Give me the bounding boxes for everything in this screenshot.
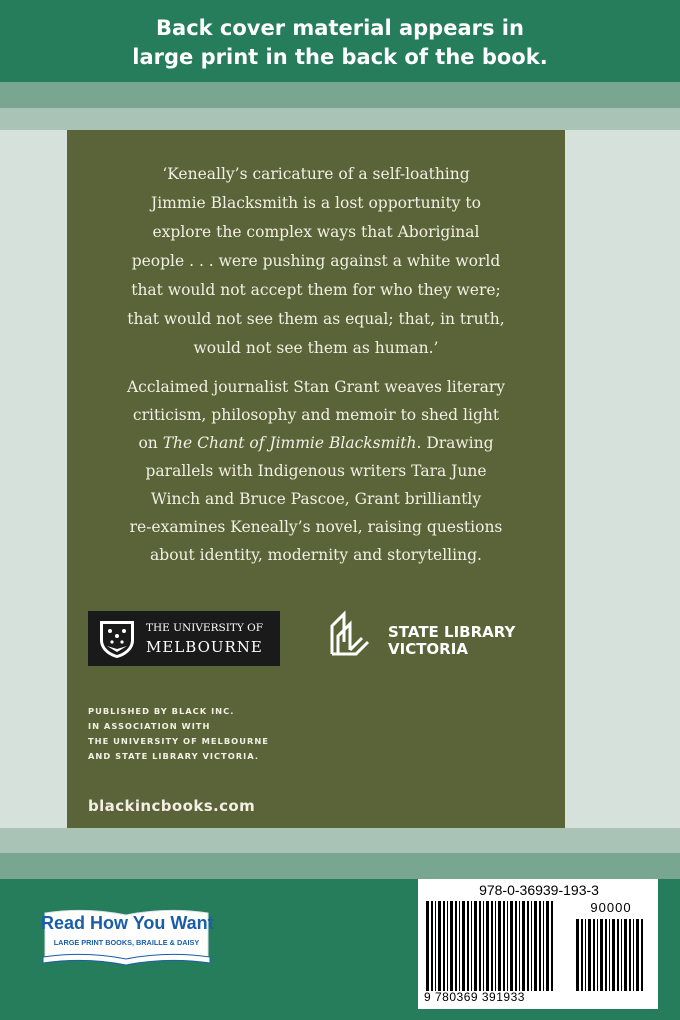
quote-line: would not see them as human.’ bbox=[193, 339, 439, 357]
pull-quote bbox=[67, 160, 565, 363]
price-barcode-bars bbox=[576, 919, 646, 991]
isbn-barcode bbox=[418, 879, 658, 1009]
blurb-text: . Drawing bbox=[416, 434, 494, 452]
publisher-line: PUBLISHED BY BLACK INC. bbox=[88, 706, 235, 716]
barcode-bars bbox=[426, 901, 554, 991]
publisher-website: blackincbooks.com bbox=[88, 797, 256, 815]
header-band bbox=[0, 0, 680, 82]
read-how-you-want-logo bbox=[41, 907, 212, 969]
publisher-credit bbox=[88, 704, 269, 764]
publisher-line: THE UNIVERSITY OF MELBOURNE bbox=[88, 736, 269, 746]
blurb-line: Acclaimed journalist Stan Grant weaves literary bbox=[126, 378, 505, 396]
stripe-divider bbox=[0, 828, 680, 853]
book-blurb bbox=[67, 373, 565, 569]
ean-number: 9 780369 391933 bbox=[424, 990, 525, 1004]
stripe-divider bbox=[0, 108, 680, 130]
quote-line: that would not see them as equal; that, in truth, bbox=[127, 310, 505, 328]
blurb-line: re-examines Keneally’s novel, raising questions bbox=[129, 518, 503, 536]
quote-line: explore the complex ways that Aboriginal bbox=[152, 223, 480, 241]
university-of-melbourne-logo bbox=[88, 611, 280, 666]
uom-logo-line-2: MELBOURNE bbox=[146, 638, 263, 656]
quote-line: people . . . were pushing against a white world bbox=[131, 252, 501, 270]
blurb-line: about identity, modernity and storytelling. bbox=[150, 546, 482, 564]
rhyw-subtitle: LARGE PRINT BOOKS, BRAILLE & DAISY bbox=[53, 938, 200, 947]
book-title: The Chant of Jimmie Blacksmith bbox=[162, 434, 417, 452]
price-code: 90000 bbox=[590, 900, 632, 915]
quote-line: that would not accept them for who they were; bbox=[131, 281, 501, 299]
blurb-line bbox=[67, 429, 565, 457]
header-line-2: large print in the back of the book. bbox=[132, 45, 548, 69]
blurb-line: parallels with Indigenous writers Tara June bbox=[145, 462, 487, 480]
isbn-number: 978-0-36939-193-3 bbox=[479, 882, 599, 898]
quote-line: Jimmie Blacksmith is a lost opportunity to bbox=[151, 194, 481, 212]
slv-logo-line-2: VICTORIA bbox=[388, 640, 468, 658]
stripe-divider bbox=[0, 82, 680, 108]
rhyw-title: Read How You Want bbox=[41, 913, 214, 933]
quote-line: ‘Keneally’s caricature of a self-loathing bbox=[162, 165, 470, 183]
blurb-line: Winch and Bruce Pascoe, Grant brilliantly bbox=[150, 490, 482, 508]
crest-icon bbox=[96, 618, 138, 659]
publisher-line: IN ASSOCIATION WITH bbox=[88, 721, 211, 731]
stripe-divider bbox=[0, 853, 680, 879]
back-cover-panel bbox=[67, 130, 565, 828]
state-library-icon bbox=[328, 610, 386, 658]
state-library-victoria-logo bbox=[388, 624, 515, 658]
slv-logo-line-1: STATE LIBRARY bbox=[388, 623, 516, 641]
blurb-text: on bbox=[138, 434, 158, 452]
header-line-1: Back cover material appears in bbox=[156, 16, 524, 40]
publisher-line: AND STATE LIBRARY VICTORIA. bbox=[88, 751, 259, 761]
uom-logo-line-1: THE UNIVERSITY OF bbox=[146, 622, 264, 634]
blurb-line: criticism, philosophy and memoir to shed light bbox=[132, 406, 500, 424]
